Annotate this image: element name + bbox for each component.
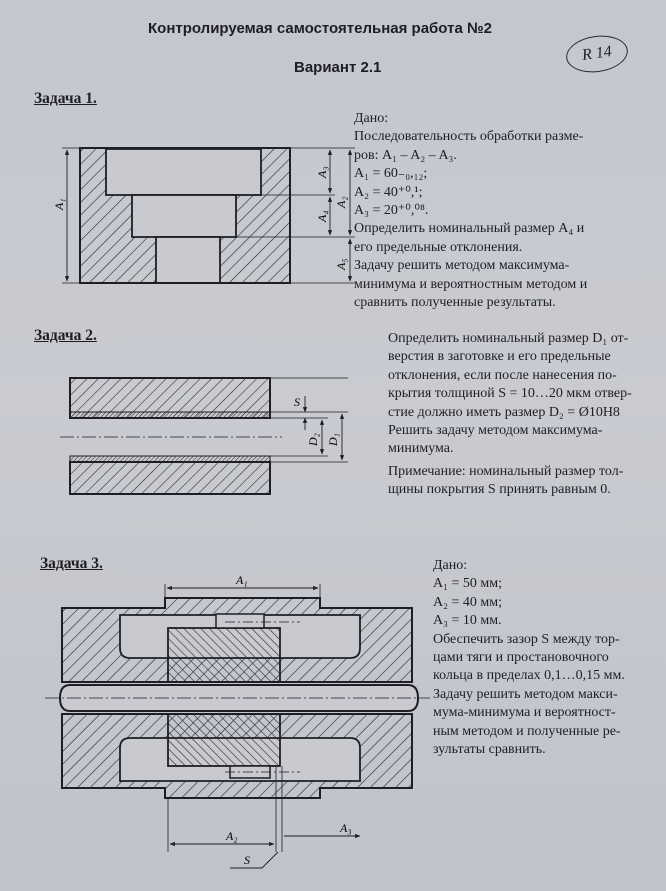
dim-s: S	[294, 395, 300, 409]
dim-s: S	[244, 853, 250, 867]
dim-a2: A₂	[226, 829, 238, 843]
task2-drawing	[60, 360, 360, 500]
task1-drawing	[40, 128, 370, 296]
task2-text: Определить номинальный размер D₁ от- верстия в заготовке и его предельные отклонения, если после нанесения по- крытия толщиной S = 10…20 мкм отвер- стие должно иметь размер D₂ = Ø10H8 Решить задачу методом максимума- минимума. Примечание: номинальный размер тол- щины покрытия S принять равным 0.	[388, 331, 632, 498]
variant-title: Вариант 2.1	[294, 59, 382, 76]
page-title: Контролируемая самостоятельная работа №2	[148, 20, 493, 37]
task2-label: Задача 2.	[34, 327, 97, 344]
task3-text: Дано: A₁ = 50 мм; A₂ = 40 мм; A₃ = 10 мм. Обеспечить зазор S между тор- цами тяги и простановочного кольца в пределах 0,1…0,15 мм. Задачу решить методом макси- мума-минимума и вероятност- ным методом и полученные ре- зультаты сравнить.	[433, 558, 625, 758]
dim-a1: A₁	[236, 573, 248, 587]
dim-a4: A₄	[315, 210, 329, 222]
dim-a5: A₅	[334, 258, 348, 270]
dim-a2: A₂	[334, 196, 348, 208]
dim-a3: A₃	[315, 166, 329, 178]
task1-text: Дано: Последовательность обработки разме- ров: A₁ – A₂ – A₃. A₁ = 60₋₀,₁₂; A₂ = 40⁺⁰,¹; A₃ = 20⁺⁰,⁰⁸. Определить номинальный размер A₄ и его предельные отклонения. Задачу решить методом максимума- минимума и вероятностным методом и сравнить полученные результаты.	[354, 111, 588, 311]
task3-label: Задача 3.	[40, 555, 103, 572]
task1-label: Задача 1.	[34, 90, 97, 107]
handwritten-stamp: R 14	[564, 32, 630, 76]
dim-d2: D₂	[306, 433, 320, 446]
dim-d1: D₁	[326, 433, 340, 446]
dim-a3: A₃	[340, 821, 352, 835]
dim-a1: A₁	[52, 198, 66, 210]
task3-drawing	[40, 570, 430, 885]
